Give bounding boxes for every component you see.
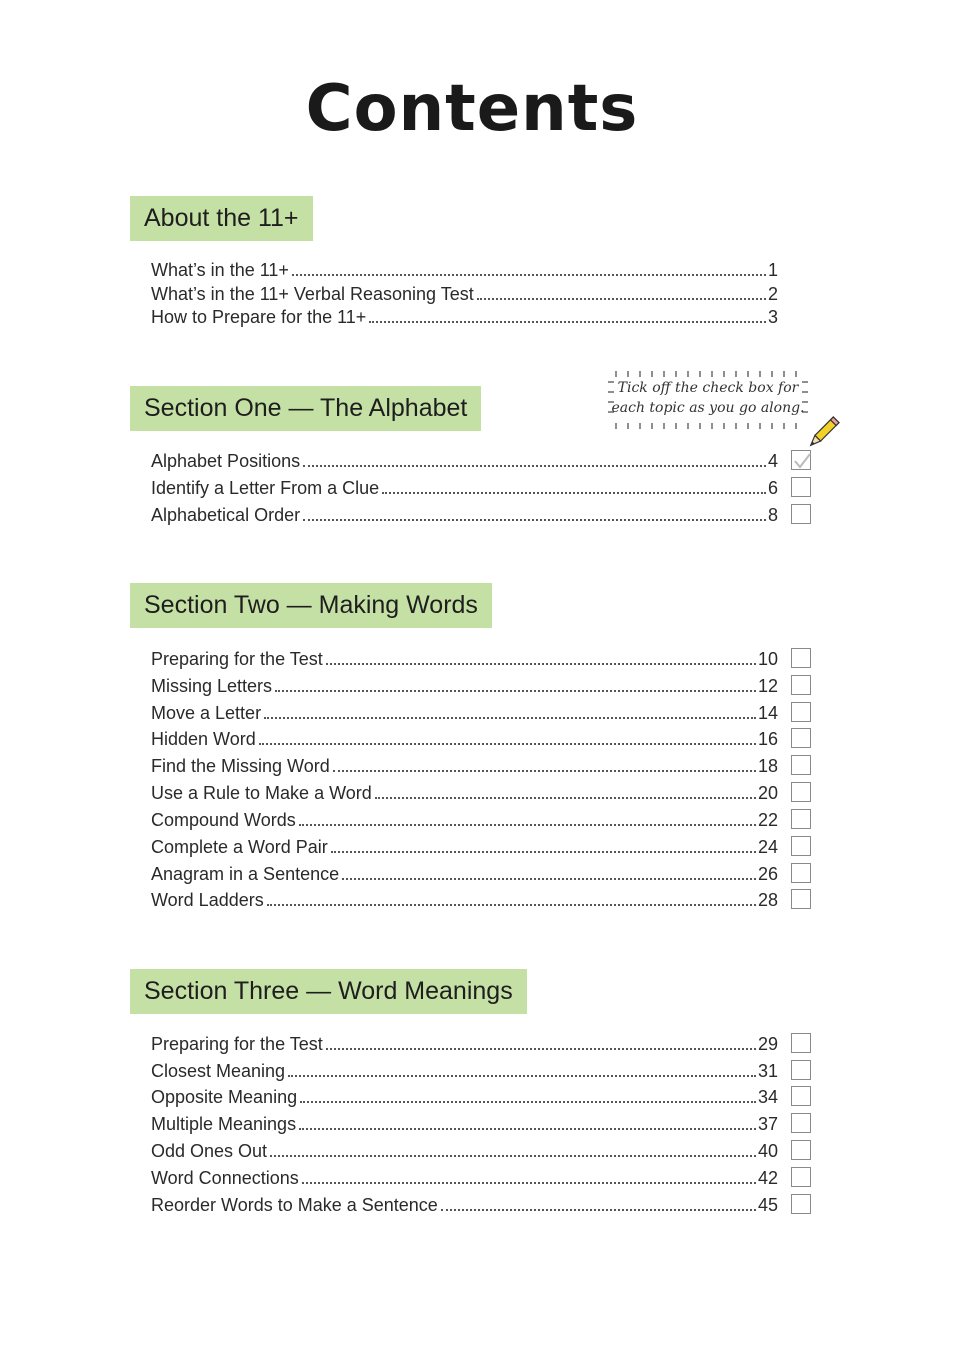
dot-leader — [342, 878, 756, 880]
toc-entry[interactable] — [151, 888, 778, 912]
entry-page: 18 — [757, 756, 778, 776]
entry-page: 45 — [757, 1195, 778, 1215]
dot-leader — [326, 663, 756, 665]
entry-page: 14 — [757, 703, 778, 723]
entry-label: Anagram in a Sentence — [151, 864, 340, 884]
topic-checkbox[interactable] — [791, 1060, 811, 1080]
entry-label: Preparing for the Test — [151, 1034, 323, 1054]
dot-leader — [288, 1075, 756, 1077]
entry-page: 16 — [757, 729, 778, 749]
topic-checkbox[interactable] — [791, 702, 811, 722]
entry-label: Alphabetical Order — [151, 505, 301, 525]
entry-page: 29 — [757, 1034, 778, 1054]
entry-label: Closest Meaning — [151, 1061, 286, 1081]
topic-checkbox[interactable] — [791, 889, 811, 909]
dot-leader — [441, 1209, 756, 1211]
entry-label: Multiple Meanings — [151, 1114, 297, 1134]
entry-label: Use a Rule to Make a Word — [151, 783, 372, 803]
dot-leader — [270, 1155, 756, 1157]
toc-entry[interactable] — [151, 1085, 778, 1109]
entry-label: Reorder Words to Make a Sentence — [151, 1195, 438, 1215]
entry-page: 3 — [767, 307, 778, 327]
entry-page: 12 — [757, 676, 778, 696]
dot-leader — [477, 298, 766, 300]
entry-label: What’s in the 11+ Verbal Reasoning Test — [151, 284, 474, 304]
dot-leader — [292, 274, 766, 276]
entry-page: 28 — [757, 890, 778, 910]
toc-entry[interactable] — [151, 1112, 778, 1136]
entry-label: Find the Missing Word — [151, 756, 330, 776]
entry-label: What’s in the 11+ — [151, 260, 289, 280]
topic-checkbox[interactable] — [791, 648, 811, 668]
dot-leader — [333, 770, 756, 772]
tip-note — [606, 368, 810, 432]
section-heading-word-meanings: Section Three — Word Meanings — [130, 969, 527, 1014]
topic-checkbox[interactable] — [791, 675, 811, 695]
topic-checkbox[interactable] — [791, 1140, 811, 1160]
entry-page: 24 — [757, 837, 778, 857]
topic-checkbox[interactable] — [791, 1113, 811, 1133]
entry-label: Alphabet Positions — [151, 451, 301, 471]
toc-entry[interactable] — [151, 1193, 778, 1217]
topic-checkbox[interactable] — [791, 863, 811, 883]
topic-checkbox[interactable] — [791, 809, 811, 829]
entry-label: Word Ladders — [151, 890, 264, 910]
toc-entry[interactable] — [151, 701, 778, 725]
topic-checkbox[interactable] — [791, 782, 811, 802]
entry-page: 40 — [757, 1141, 778, 1161]
entry-page: 6 — [767, 478, 778, 498]
dot-leader — [326, 1048, 756, 1050]
entry-page: 1 — [767, 260, 778, 280]
toc-entry[interactable] — [151, 1166, 778, 1190]
entry-page: 8 — [767, 505, 778, 525]
dot-leader — [331, 851, 756, 853]
toc-entry[interactable] — [151, 674, 778, 698]
entry-label: Word Connections — [151, 1168, 299, 1188]
toc-entry[interactable] — [151, 808, 778, 832]
section-heading-about: About the 11+ — [130, 196, 313, 241]
page-title: Contents — [305, 72, 639, 146]
toc-entry[interactable] — [151, 1059, 778, 1083]
topic-checkbox[interactable] — [791, 1033, 811, 1053]
entry-label: Preparing for the Test — [151, 649, 323, 669]
toc-entry[interactable] — [151, 754, 778, 778]
entry-label: Complete a Word Pair — [151, 837, 328, 857]
entry-page: 26 — [757, 864, 778, 884]
entry-page: 31 — [757, 1061, 778, 1081]
pencil-icon — [802, 414, 842, 454]
dot-leader — [299, 824, 756, 826]
tip-note-line1: Tick off the check box for — [617, 380, 799, 396]
dot-leader — [300, 1101, 756, 1103]
dot-leader — [302, 1182, 756, 1184]
entry-page: 34 — [757, 1087, 778, 1107]
toc-entry[interactable] — [151, 503, 778, 527]
toc-entry[interactable] — [151, 282, 778, 306]
entry-page: 37 — [757, 1114, 778, 1134]
entry-page: 22 — [757, 810, 778, 830]
topic-checkbox[interactable] — [791, 755, 811, 775]
checkmark-icon — [792, 451, 812, 471]
entry-label: How to Prepare for the 11+ — [151, 307, 367, 327]
tip-note-line2: each topic as you go along. — [611, 400, 805, 416]
entry-page: 10 — [757, 649, 778, 669]
dot-leader — [303, 519, 766, 521]
toc-entry[interactable] — [151, 647, 778, 671]
entry-label: Odd Ones Out — [151, 1141, 268, 1161]
topic-checkbox[interactable] — [791, 504, 811, 524]
dot-leader — [369, 321, 766, 323]
toc-entry[interactable] — [151, 258, 778, 282]
entry-label: Missing Letters — [151, 676, 273, 696]
entry-label: Compound Words — [151, 810, 296, 830]
section-heading-alphabet: Section One — The Alphabet — [130, 386, 481, 431]
topic-checkbox[interactable] — [791, 728, 811, 748]
dot-leader — [382, 492, 766, 494]
toc-entry[interactable] — [151, 305, 778, 329]
entry-page: 4 — [767, 451, 778, 471]
toc-entry[interactable] — [151, 835, 778, 859]
dot-leader — [299, 1128, 756, 1130]
entry-label: Hidden Word — [151, 729, 256, 749]
toc-entry[interactable] — [151, 781, 778, 805]
topic-checkbox[interactable] — [791, 1167, 811, 1187]
topic-checkbox[interactable] — [791, 1194, 811, 1214]
entry-page: 2 — [767, 284, 778, 304]
topic-checkbox[interactable] — [791, 450, 811, 470]
topic-checkbox[interactable] — [791, 836, 811, 856]
dot-leader — [264, 717, 756, 719]
toc-entry[interactable] — [151, 727, 778, 751]
section-heading-making-words: Section Two — Making Words — [130, 583, 492, 628]
toc-entry[interactable] — [151, 862, 778, 886]
dot-leader — [303, 465, 766, 467]
dot-leader — [375, 797, 756, 799]
dot-leader — [267, 904, 756, 906]
toc-entry[interactable] — [151, 449, 778, 473]
entry-label: Opposite Meaning — [151, 1087, 298, 1107]
toc-entry[interactable] — [151, 1139, 778, 1163]
dot-leader — [259, 743, 756, 745]
toc-entry[interactable] — [151, 1032, 778, 1056]
entry-label: Move a Letter — [151, 703, 262, 723]
toc-entry[interactable] — [151, 476, 778, 500]
topic-checkbox[interactable] — [791, 1086, 811, 1106]
topic-checkbox[interactable] — [791, 477, 811, 497]
entry-page: 42 — [757, 1168, 778, 1188]
dot-leader — [275, 690, 756, 692]
entry-page: 20 — [757, 783, 778, 803]
entry-label: Identify a Letter From a Clue — [151, 478, 380, 498]
